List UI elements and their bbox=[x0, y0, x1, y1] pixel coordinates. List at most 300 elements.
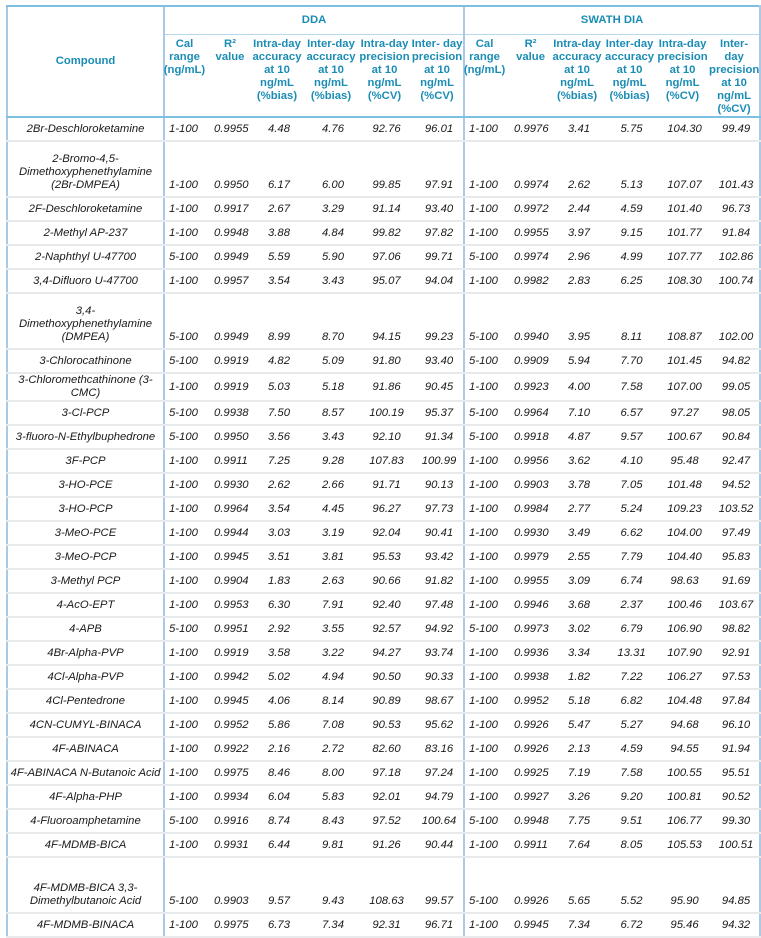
dda-inter-day-precision-cell: 96.71 bbox=[411, 913, 464, 937]
dda-intra-day-accuracy-cell: 5.59 bbox=[250, 245, 304, 269]
dda-cal-range-cell: 1-100 bbox=[164, 713, 210, 737]
compound-name: 3-Methyl PCP bbox=[7, 569, 164, 593]
dda-cal-range-cell: 1-100 bbox=[164, 269, 210, 293]
dda-header-cal-range bbox=[164, 35, 210, 118]
swath-intra-day-accuracy-cell: 4.00 bbox=[551, 373, 603, 401]
header-line: ng/mL bbox=[612, 77, 647, 89]
swath-r2-value-cell: 0.9903 bbox=[510, 473, 551, 497]
dda-intra-day-accuracy-cell: 6.44 bbox=[250, 833, 304, 857]
dda-inter-day-precision-cell: 83.16 bbox=[411, 737, 464, 761]
dda-cal-range-cell: 1-100 bbox=[164, 913, 210, 937]
dda-r2-value-cell: 0.9952 bbox=[210, 713, 250, 737]
dda-inter-day-accuracy-cell: 8.43 bbox=[304, 809, 358, 833]
table-row bbox=[7, 141, 760, 197]
dda-r2-value-cell: 0.9955 bbox=[210, 117, 250, 141]
swath-inter-day-precision-cell: 98.82 bbox=[709, 617, 760, 641]
swath-intra-day-precision-cell: 95.90 bbox=[656, 857, 709, 913]
swath-header-inter-day-precision bbox=[709, 35, 760, 118]
dda-intra-day-precision-cell: 82.60 bbox=[358, 737, 411, 761]
swath-cal-range-cell: 1-100 bbox=[464, 713, 510, 737]
compound-name: 2-Methyl AP-237 bbox=[7, 221, 164, 245]
table-row bbox=[7, 473, 760, 497]
compound-name: 4F-ABINACA N-Butanoic Acid bbox=[7, 761, 164, 785]
swath-inter-day-precision-cell: 99.05 bbox=[709, 373, 760, 401]
dda-inter-day-accuracy-cell: 8.14 bbox=[304, 689, 358, 713]
dda-cal-range-cell: 1-100 bbox=[164, 221, 210, 245]
dda-inter-day-accuracy-cell: 3.29 bbox=[304, 197, 358, 221]
swath-r2-value-cell: 0.9982 bbox=[510, 269, 551, 293]
table-row bbox=[7, 293, 760, 349]
swath-inter-day-accuracy-cell: 7.58 bbox=[603, 761, 656, 785]
swath-r2-value-cell: 0.9955 bbox=[510, 221, 551, 245]
header-line: Intra-day bbox=[658, 38, 707, 50]
swath-inter-day-accuracy-cell: 9.51 bbox=[603, 809, 656, 833]
dda-intra-day-precision-cell: 90.89 bbox=[358, 689, 411, 713]
dda-cal-range-cell: 1-100 bbox=[164, 833, 210, 857]
swath-intra-day-accuracy-cell: 5.65 bbox=[551, 857, 603, 913]
dda-inter-day-accuracy-cell: 5.18 bbox=[304, 373, 358, 401]
header-line: accuracy bbox=[552, 51, 602, 63]
dda-intra-day-precision-cell: 92.40 bbox=[358, 593, 411, 617]
dda-cal-range-cell: 1-100 bbox=[164, 449, 210, 473]
dda-intra-day-accuracy-cell: 4.48 bbox=[250, 117, 304, 141]
swath-inter-day-precision-cell: 97.49 bbox=[709, 521, 760, 545]
dda-intra-day-accuracy-cell: 8.99 bbox=[250, 293, 304, 349]
swath-inter-day-precision-cell: 94.32 bbox=[709, 913, 760, 937]
swath-intra-day-accuracy-cell: 7.64 bbox=[551, 833, 603, 857]
dda-intra-day-accuracy-cell: 2.67 bbox=[250, 197, 304, 221]
swath-intra-day-accuracy-cell: 7.75 bbox=[551, 809, 603, 833]
dda-intra-day-accuracy-cell: 7.50 bbox=[250, 401, 304, 425]
dda-intra-day-precision-cell: 91.14 bbox=[358, 197, 411, 221]
group-header-swath: SWATH DIA bbox=[464, 6, 760, 35]
dda-cal-range-cell: 1-100 bbox=[164, 141, 210, 197]
swath-r2-value-cell: 0.9973 bbox=[510, 617, 551, 641]
dda-intra-day-accuracy-cell: 6.73 bbox=[250, 913, 304, 937]
compound-name: 4Br-Alpha-PVP bbox=[7, 641, 164, 665]
compound-name: 2F-Deschloroketamine bbox=[7, 197, 164, 221]
dda-header-inter-day-precision bbox=[411, 35, 464, 118]
swath-intra-day-precision-cell: 107.07 bbox=[656, 141, 709, 197]
header-line: ng/mL bbox=[717, 90, 752, 102]
swath-intra-day-accuracy-cell: 3.09 bbox=[551, 569, 603, 593]
header-line: ng/mL bbox=[665, 77, 700, 89]
swath-header-r2-value bbox=[510, 35, 551, 118]
dda-inter-day-precision-cell: 97.24 bbox=[411, 761, 464, 785]
dda-r2-value-cell: 0.9942 bbox=[210, 665, 250, 689]
dda-r2-value-cell: 0.9934 bbox=[210, 785, 250, 809]
dda-cal-range-cell: 1-100 bbox=[164, 737, 210, 761]
dda-inter-day-accuracy-cell: 7.08 bbox=[304, 713, 358, 737]
swath-r2-value-cell: 0.9927 bbox=[510, 785, 551, 809]
swath-inter-day-accuracy-cell: 5.27 bbox=[603, 713, 656, 737]
dda-inter-day-accuracy-cell: 6.00 bbox=[304, 141, 358, 197]
dda-cal-range-cell: 1-100 bbox=[164, 689, 210, 713]
header-line: Inter- day bbox=[719, 38, 749, 63]
swath-inter-day-accuracy-cell: 6.79 bbox=[603, 617, 656, 641]
dda-r2-value-cell: 0.9950 bbox=[210, 141, 250, 197]
header-line: range bbox=[469, 51, 500, 63]
header-line: (%CV) bbox=[367, 90, 402, 102]
validation-table bbox=[6, 5, 761, 938]
dda-inter-day-precision-cell: 95.37 bbox=[411, 401, 464, 425]
swath-intra-day-precision-cell: 100.46 bbox=[656, 593, 709, 617]
swath-cal-range-cell: 1-100 bbox=[464, 449, 510, 473]
swath-inter-day-precision-cell: 94.85 bbox=[709, 857, 760, 913]
dda-cal-range-cell: 1-100 bbox=[164, 593, 210, 617]
swath-inter-day-precision-cell: 97.84 bbox=[709, 689, 760, 713]
table-row bbox=[7, 785, 760, 809]
dda-r2-value-cell: 0.9917 bbox=[210, 197, 250, 221]
swath-inter-day-accuracy-cell: 7.05 bbox=[603, 473, 656, 497]
swath-inter-day-precision-cell: 99.49 bbox=[709, 117, 760, 141]
swath-inter-day-accuracy-cell: 7.22 bbox=[603, 665, 656, 689]
dda-r2-value-cell: 0.9948 bbox=[210, 221, 250, 245]
swath-r2-value-cell: 0.9948 bbox=[510, 809, 551, 833]
compound-name: 3-HO-PCP bbox=[7, 497, 164, 521]
dda-inter-day-accuracy-cell: 4.76 bbox=[304, 117, 358, 141]
compound-name: 3-Chloromethcathinone (3-CMC) bbox=[7, 373, 164, 401]
swath-inter-day-accuracy-cell: 2.37 bbox=[603, 593, 656, 617]
header-line: (%CV) bbox=[665, 90, 700, 102]
swath-intra-day-accuracy-cell: 3.26 bbox=[551, 785, 603, 809]
table-row bbox=[7, 245, 760, 269]
dda-intra-day-precision-cell: 95.07 bbox=[358, 269, 411, 293]
swath-cal-range-cell: 1-100 bbox=[464, 569, 510, 593]
swath-intra-day-accuracy-cell: 2.13 bbox=[551, 737, 603, 761]
dda-cal-range-cell: 1-100 bbox=[164, 117, 210, 141]
swath-intra-day-precision-cell: 100.81 bbox=[656, 785, 709, 809]
swath-intra-day-precision-cell: 101.48 bbox=[656, 473, 709, 497]
dda-inter-day-accuracy-cell: 3.43 bbox=[304, 269, 358, 293]
header-line: (%bias) bbox=[256, 90, 298, 102]
swath-intra-day-accuracy-cell: 1.82 bbox=[551, 665, 603, 689]
dda-inter-day-precision-cell: 100.99 bbox=[411, 449, 464, 473]
swath-inter-day-precision-cell: 98.05 bbox=[709, 401, 760, 425]
dda-cal-range-cell: 1-100 bbox=[164, 569, 210, 593]
swath-r2-value-cell: 0.9946 bbox=[510, 593, 551, 617]
dda-intra-day-precision-cell: 99.82 bbox=[358, 221, 411, 245]
dda-intra-day-precision-cell: 91.26 bbox=[358, 833, 411, 857]
swath-cal-range-cell: 5-100 bbox=[464, 293, 510, 349]
swath-inter-day-precision-cell: 100.51 bbox=[709, 833, 760, 857]
table-row bbox=[7, 689, 760, 713]
dda-inter-day-precision-cell: 93.42 bbox=[411, 545, 464, 569]
swath-intra-day-precision-cell: 94.55 bbox=[656, 737, 709, 761]
swath-r2-value-cell: 0.9974 bbox=[510, 141, 551, 197]
dda-header-intra-day-precision bbox=[358, 35, 411, 118]
dda-intra-day-precision-cell: 92.04 bbox=[358, 521, 411, 545]
swath-intra-day-accuracy-cell: 2.44 bbox=[551, 197, 603, 221]
dda-cal-range-cell: 1-100 bbox=[164, 521, 210, 545]
swath-cal-range-cell: 1-100 bbox=[464, 641, 510, 665]
dda-inter-day-accuracy-cell: 7.34 bbox=[304, 913, 358, 937]
swath-inter-day-accuracy-cell: 9.20 bbox=[603, 785, 656, 809]
header-line: precision bbox=[657, 51, 708, 63]
swath-r2-value-cell: 0.9972 bbox=[510, 197, 551, 221]
dda-cal-range-cell: 5-100 bbox=[164, 617, 210, 641]
compound-name: 3-fluoro-N-Ethylbuphedrone bbox=[7, 425, 164, 449]
table-row bbox=[7, 545, 760, 569]
compound-name: 4Cl-Pentedrone bbox=[7, 689, 164, 713]
compound-name: 4F-Alpha-PHP bbox=[7, 785, 164, 809]
compound-name: 3-MeO-PCE bbox=[7, 521, 164, 545]
swath-cal-range-cell: 5-100 bbox=[464, 425, 510, 449]
swath-inter-day-accuracy-cell: 6.74 bbox=[603, 569, 656, 593]
dda-intra-day-accuracy-cell: 6.04 bbox=[250, 785, 304, 809]
header-line: at 10 bbox=[721, 77, 747, 89]
swath-r2-value-cell: 0.9940 bbox=[510, 293, 551, 349]
swath-cal-range-cell: 5-100 bbox=[464, 857, 510, 913]
dda-intra-day-accuracy-cell: 5.02 bbox=[250, 665, 304, 689]
compound-name: 2-Naphthyl U-47700 bbox=[7, 245, 164, 269]
compound-name: 3F-PCP bbox=[7, 449, 164, 473]
dda-r2-value-cell: 0.9919 bbox=[210, 373, 250, 401]
swath-r2-value-cell: 0.9955 bbox=[510, 569, 551, 593]
compound-name: 4F-MDMB-BICA 3,3-Dimethylbutanoic Acid bbox=[7, 857, 164, 913]
header-line: (%CV) bbox=[420, 90, 454, 102]
compound-name: 4CN-CUMYL-BINACA bbox=[7, 713, 164, 737]
swath-cal-range-cell: 1-100 bbox=[464, 521, 510, 545]
dda-inter-day-accuracy-cell: 8.00 bbox=[304, 761, 358, 785]
swath-intra-day-accuracy-cell: 3.02 bbox=[551, 617, 603, 641]
swath-r2-value-cell: 0.9979 bbox=[510, 545, 551, 569]
header-line: at 10 bbox=[318, 64, 344, 76]
dda-r2-value-cell: 0.9951 bbox=[210, 617, 250, 641]
swath-cal-range-cell: 1-100 bbox=[464, 761, 510, 785]
swath-r2-value-cell: 0.9909 bbox=[510, 349, 551, 373]
swath-r2-value-cell: 0.9974 bbox=[510, 245, 551, 269]
swath-cal-range-cell: 1-100 bbox=[464, 785, 510, 809]
table-row bbox=[7, 833, 760, 857]
compound-name: 3-MeO-PCP bbox=[7, 545, 164, 569]
dda-inter-day-precision-cell: 90.13 bbox=[411, 473, 464, 497]
dda-intra-day-precision-cell: 91.71 bbox=[358, 473, 411, 497]
dda-inter-day-precision-cell: 95.62 bbox=[411, 713, 464, 737]
dda-intra-day-accuracy-cell: 6.17 bbox=[250, 141, 304, 197]
swath-r2-value-cell: 0.9936 bbox=[510, 641, 551, 665]
swath-intra-day-precision-cell: 109.23 bbox=[656, 497, 709, 521]
swath-inter-day-accuracy-cell: 4.99 bbox=[603, 245, 656, 269]
header-line: ng/mL bbox=[560, 77, 594, 89]
swath-intra-day-accuracy-cell: 5.18 bbox=[551, 689, 603, 713]
swath-inter-day-accuracy-cell: 5.13 bbox=[603, 141, 656, 197]
swath-inter-day-precision-cell: 97.53 bbox=[709, 665, 760, 689]
swath-r2-value-cell: 0.9911 bbox=[510, 833, 551, 857]
swath-inter-day-precision-cell: 100.74 bbox=[709, 269, 760, 293]
swath-inter-day-precision-cell: 101.43 bbox=[709, 141, 760, 197]
swath-intra-day-precision-cell: 107.00 bbox=[656, 373, 709, 401]
dda-intra-day-precision-cell: 92.31 bbox=[358, 913, 411, 937]
dda-inter-day-accuracy-cell: 3.81 bbox=[304, 545, 358, 569]
swath-intra-day-accuracy-cell: 3.95 bbox=[551, 293, 603, 349]
dda-cal-range-cell: 5-100 bbox=[164, 809, 210, 833]
dda-inter-day-accuracy-cell: 4.45 bbox=[304, 497, 358, 521]
swath-intra-day-precision-cell: 108.30 bbox=[656, 269, 709, 293]
header-line: R² bbox=[524, 38, 537, 50]
swath-r2-value-cell: 0.9926 bbox=[510, 857, 551, 913]
dda-inter-day-accuracy-cell: 7.91 bbox=[304, 593, 358, 617]
swath-inter-day-precision-cell: 91.84 bbox=[709, 221, 760, 245]
swath-intra-day-accuracy-cell: 2.55 bbox=[551, 545, 603, 569]
header-line: precision bbox=[359, 51, 410, 63]
dda-intra-day-accuracy-cell: 2.92 bbox=[250, 617, 304, 641]
swath-intra-day-precision-cell: 98.63 bbox=[656, 569, 709, 593]
swath-inter-day-precision-cell: 92.91 bbox=[709, 641, 760, 665]
table-container bbox=[6, 5, 760, 938]
swath-inter-day-precision-cell: 103.67 bbox=[709, 593, 760, 617]
dda-intra-day-precision-cell: 108.63 bbox=[358, 857, 411, 913]
dda-r2-value-cell: 0.9964 bbox=[210, 497, 250, 521]
swath-inter-day-accuracy-cell: 8.05 bbox=[603, 833, 656, 857]
swath-intra-day-accuracy-cell: 3.68 bbox=[551, 593, 603, 617]
dda-intra-day-precision-cell: 96.27 bbox=[358, 497, 411, 521]
swath-header-intra-day-precision bbox=[656, 35, 709, 118]
dda-inter-day-accuracy-cell: 2.63 bbox=[304, 569, 358, 593]
swath-r2-value-cell: 0.9984 bbox=[510, 497, 551, 521]
table-row bbox=[7, 497, 760, 521]
swath-cal-range-cell: 5-100 bbox=[464, 245, 510, 269]
dda-inter-day-accuracy-cell: 8.70 bbox=[304, 293, 358, 349]
swath-inter-day-accuracy-cell: 4.59 bbox=[603, 737, 656, 761]
swath-inter-day-precision-cell: 99.30 bbox=[709, 809, 760, 833]
swath-cal-range-cell: 1-100 bbox=[464, 665, 510, 689]
swath-intra-day-precision-cell: 97.27 bbox=[656, 401, 709, 425]
swath-inter-day-accuracy-cell: 7.58 bbox=[603, 373, 656, 401]
table-row bbox=[7, 425, 760, 449]
dda-inter-day-precision-cell: 93.74 bbox=[411, 641, 464, 665]
table-row bbox=[7, 713, 760, 737]
header-line: Inter- day bbox=[411, 38, 463, 50]
header-line: ng/mL bbox=[420, 77, 454, 89]
dda-inter-day-precision-cell: 97.82 bbox=[411, 221, 464, 245]
swath-intra-day-precision-cell: 95.46 bbox=[656, 913, 709, 937]
compound-name: 4F-MDMB-BINACA bbox=[7, 913, 164, 937]
table-row bbox=[7, 221, 760, 245]
compound-header: Compound bbox=[7, 6, 164, 117]
dda-intra-day-accuracy-cell: 3.88 bbox=[250, 221, 304, 245]
table-row bbox=[7, 197, 760, 221]
swath-intra-day-precision-cell: 107.90 bbox=[656, 641, 709, 665]
dda-intra-day-precision-cell: 90.50 bbox=[358, 665, 411, 689]
swath-inter-day-accuracy-cell: 6.25 bbox=[603, 269, 656, 293]
header-line: at 10 bbox=[424, 64, 450, 76]
dda-inter-day-precision-cell: 90.44 bbox=[411, 833, 464, 857]
dda-intra-day-accuracy-cell: 3.58 bbox=[250, 641, 304, 665]
header-line: (%bias) bbox=[310, 90, 352, 102]
swath-intra-day-accuracy-cell: 3.34 bbox=[551, 641, 603, 665]
dda-intra-day-accuracy-cell: 7.25 bbox=[250, 449, 304, 473]
swath-intra-day-precision-cell: 106.27 bbox=[656, 665, 709, 689]
swath-cal-range-cell: 1-100 bbox=[464, 141, 510, 197]
swath-inter-day-accuracy-cell: 7.70 bbox=[603, 349, 656, 373]
table-row bbox=[7, 569, 760, 593]
swath-intra-day-precision-cell: 108.87 bbox=[656, 293, 709, 349]
dda-cal-range-cell: 1-100 bbox=[164, 373, 210, 401]
dda-intra-day-accuracy-cell: 8.46 bbox=[250, 761, 304, 785]
header-line: R² bbox=[224, 38, 236, 50]
swath-inter-day-precision-cell: 91.94 bbox=[709, 737, 760, 761]
swath-inter-day-precision-cell: 94.82 bbox=[709, 349, 760, 373]
swath-cal-range-cell: 1-100 bbox=[464, 497, 510, 521]
compound-name: 4Cl-Alpha-PVP bbox=[7, 665, 164, 689]
swath-intra-day-accuracy-cell: 2.96 bbox=[551, 245, 603, 269]
dda-r2-value-cell: 0.9922 bbox=[210, 737, 250, 761]
dda-inter-day-precision-cell: 93.40 bbox=[411, 349, 464, 373]
dda-intra-day-accuracy-cell: 5.03 bbox=[250, 373, 304, 401]
swath-r2-value-cell: 0.9945 bbox=[510, 913, 551, 937]
header-line: Cal bbox=[175, 38, 194, 50]
swath-r2-value-cell: 0.9926 bbox=[510, 737, 551, 761]
dda-intra-day-accuracy-cell: 1.83 bbox=[250, 569, 304, 593]
swath-intra-day-accuracy-cell: 3.62 bbox=[551, 449, 603, 473]
swath-inter-day-precision-cell: 90.52 bbox=[709, 785, 760, 809]
swath-intra-day-precision-cell: 105.53 bbox=[656, 833, 709, 857]
dda-inter-day-accuracy-cell: 3.19 bbox=[304, 521, 358, 545]
dda-cal-range-cell: 5-100 bbox=[164, 857, 210, 913]
dda-intra-day-accuracy-cell: 9.57 bbox=[250, 857, 304, 913]
swath-intra-day-precision-cell: 94.68 bbox=[656, 713, 709, 737]
table-row bbox=[7, 269, 760, 293]
dda-intra-day-accuracy-cell: 8.74 bbox=[250, 809, 304, 833]
table-row bbox=[7, 737, 760, 761]
dda-inter-day-accuracy-cell: 9.81 bbox=[304, 833, 358, 857]
dda-intra-day-accuracy-cell: 5.86 bbox=[250, 713, 304, 737]
swath-inter-day-accuracy-cell: 6.62 bbox=[603, 521, 656, 545]
dda-inter-day-accuracy-cell: 3.43 bbox=[304, 425, 358, 449]
header-line: value bbox=[516, 51, 545, 63]
swath-intra-day-accuracy-cell: 2.83 bbox=[551, 269, 603, 293]
swath-header-inter-day-accuracy bbox=[603, 35, 656, 118]
dda-cal-range-cell: 1-100 bbox=[164, 197, 210, 221]
dda-inter-day-accuracy-cell: 5.09 bbox=[304, 349, 358, 373]
dda-inter-day-precision-cell: 90.45 bbox=[411, 373, 464, 401]
swath-intra-day-precision-cell: 101.40 bbox=[656, 197, 709, 221]
swath-intra-day-accuracy-cell: 7.19 bbox=[551, 761, 603, 785]
swath-intra-day-accuracy-cell: 3.78 bbox=[551, 473, 603, 497]
swath-cal-range-cell: 5-100 bbox=[464, 809, 510, 833]
swath-inter-day-precision-cell: 103.52 bbox=[709, 497, 760, 521]
header-line: at 10 bbox=[564, 64, 590, 76]
swath-inter-day-accuracy-cell: 13.31 bbox=[603, 641, 656, 665]
header-line: accuracy bbox=[252, 51, 302, 63]
swath-intra-day-accuracy-cell: 4.87 bbox=[551, 425, 603, 449]
swath-r2-value-cell: 0.9918 bbox=[510, 425, 551, 449]
dda-cal-range-cell: 1-100 bbox=[164, 473, 210, 497]
swath-cal-range-cell: 1-100 bbox=[464, 737, 510, 761]
dda-intra-day-precision-cell: 90.53 bbox=[358, 713, 411, 737]
table-row bbox=[7, 761, 760, 785]
swath-inter-day-accuracy-cell: 5.52 bbox=[603, 857, 656, 913]
swath-inter-day-precision-cell: 95.83 bbox=[709, 545, 760, 569]
dda-r2-value-cell: 0.9938 bbox=[210, 401, 250, 425]
dda-cal-range-cell: 5-100 bbox=[164, 293, 210, 349]
dda-intra-day-precision-cell: 91.80 bbox=[358, 349, 411, 373]
dda-intra-day-accuracy-cell: 3.54 bbox=[250, 269, 304, 293]
dda-intra-day-accuracy-cell: 2.62 bbox=[250, 473, 304, 497]
compound-name: 2Br-Deschloroketamine bbox=[7, 117, 164, 141]
dda-intra-day-precision-cell: 95.53 bbox=[358, 545, 411, 569]
dda-inter-day-precision-cell: 93.40 bbox=[411, 197, 464, 221]
table-row bbox=[7, 641, 760, 665]
dda-inter-day-accuracy-cell: 2.72 bbox=[304, 737, 358, 761]
compound-name: 2-Bromo-4,5-Dimethoxyphenethylamine (2Br-DMPEA) bbox=[7, 141, 164, 197]
header-line: accuracy bbox=[306, 51, 356, 63]
swath-inter-day-accuracy-cell: 5.24 bbox=[603, 497, 656, 521]
swath-header-cal-range bbox=[464, 35, 510, 118]
dda-r2-value-cell: 0.9949 bbox=[210, 293, 250, 349]
compound-name: 3,4-Dimethoxyphenethylamine (DMPEA) bbox=[7, 293, 164, 349]
